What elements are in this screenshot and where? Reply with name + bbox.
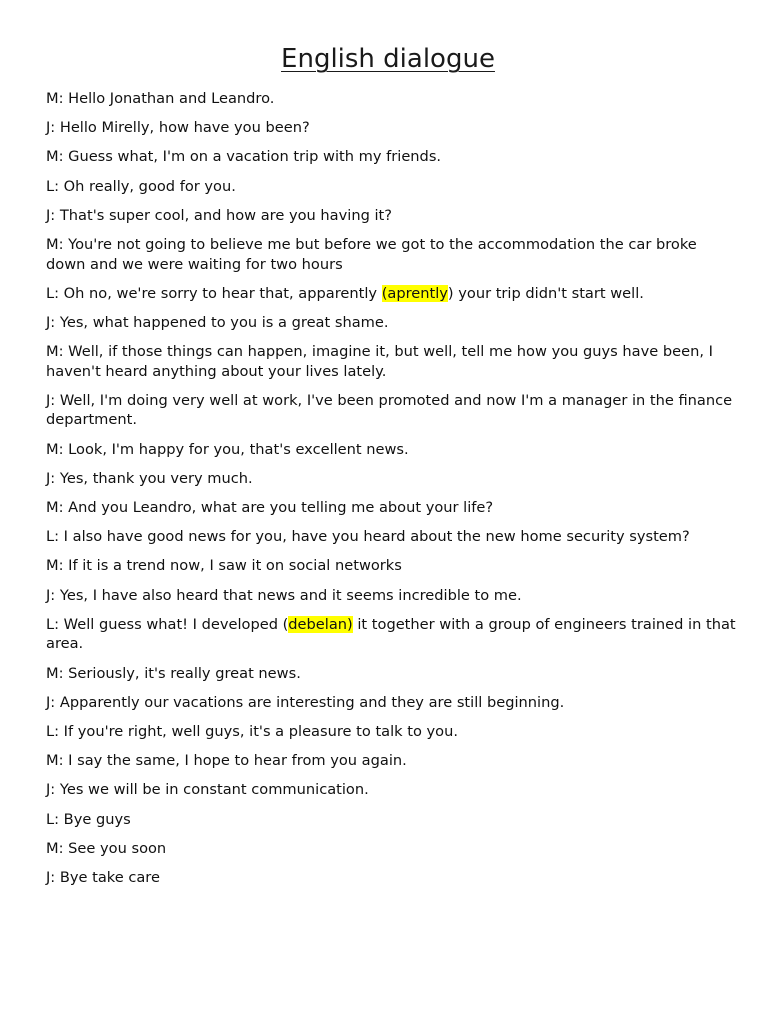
dialogue-line: J: Yes, what happened to you is a great shame.: [46, 313, 389, 331]
dialogue-line: J: Hello Mirelly, how have you been?: [46, 119, 310, 137]
line-text: ) your trip didn't start well.: [447, 284, 644, 302]
dialogue-line: L: If you're right, well guys, it's a pleasure to talk to you.: [46, 722, 458, 740]
dialogue-line: J: Bye take care: [46, 868, 160, 886]
dialogue-line: J: Well, I'm doing very well at work, I've been promoted and now I'm a manager in the finance department.: [46, 391, 733, 429]
dialogue-line: [46, 615, 736, 654]
dialogue-line: M: See you soon: [46, 839, 167, 857]
dialogue-line: M: You're not going to believe me but before we got to the accommodation the car broke down and we were waiting for two hours: [46, 235, 697, 273]
line-text: L: Well guess what! I developed (: [46, 615, 289, 633]
dialogue-line: J: Apparently our vacations are interesting and they are still beginning.: [46, 693, 565, 711]
dialogue-line: M: Well, if those things can happen, imagine it, but well, tell me how you guys have been, I haven't heard anything about your lives lately.: [46, 343, 713, 380]
dialogue-body: [46, 89, 736, 897]
dialogue-line: J: That's super cool, and how are you having it?: [46, 206, 392, 224]
dialogue-line: [46, 284, 736, 304]
dialogue-line: J: Yes we will be in constant communication.: [46, 781, 369, 799]
dialogue-line: J: Yes, thank you very much.: [46, 469, 253, 487]
dialogue-line: J: Yes, I have also heard that news and it seems incredible to me.: [46, 586, 522, 604]
highlighted-word: (aprently: [381, 284, 448, 302]
highlighted-word: debelan): [288, 615, 353, 633]
dialogue-line: L: I also have good news for you, have you heard about the new home security system?: [46, 528, 690, 546]
dialogue-line: L: Oh really, good for you.: [46, 177, 236, 195]
dialogue-line: M: If it is a trend now, I saw it on social networks: [46, 557, 402, 575]
dialogue-line: M: Guess what, I'm on a vacation trip with my friends.: [46, 148, 442, 166]
line-text: L: Oh no, we're sorry to hear that, apparently: [46, 284, 382, 302]
line-text: it together with a group of engineers trained in that area.: [46, 615, 736, 653]
dialogue-line: L: Bye guys: [46, 810, 131, 828]
dialogue-line: M: Seriously, it's really great news.: [46, 664, 301, 682]
dialogue-line: M: Hello Jonathan and Leandro.: [46, 90, 275, 107]
dialogue-line: M: And you Leandro, what are you telling me about your life?: [46, 499, 494, 517]
document-title: English dialogue: [281, 44, 495, 74]
dialogue-line: M: Look, I'm happy for you, that's excellent news.: [46, 440, 409, 458]
dialogue-line: M: I say the same, I hope to hear from you again.: [46, 752, 407, 770]
